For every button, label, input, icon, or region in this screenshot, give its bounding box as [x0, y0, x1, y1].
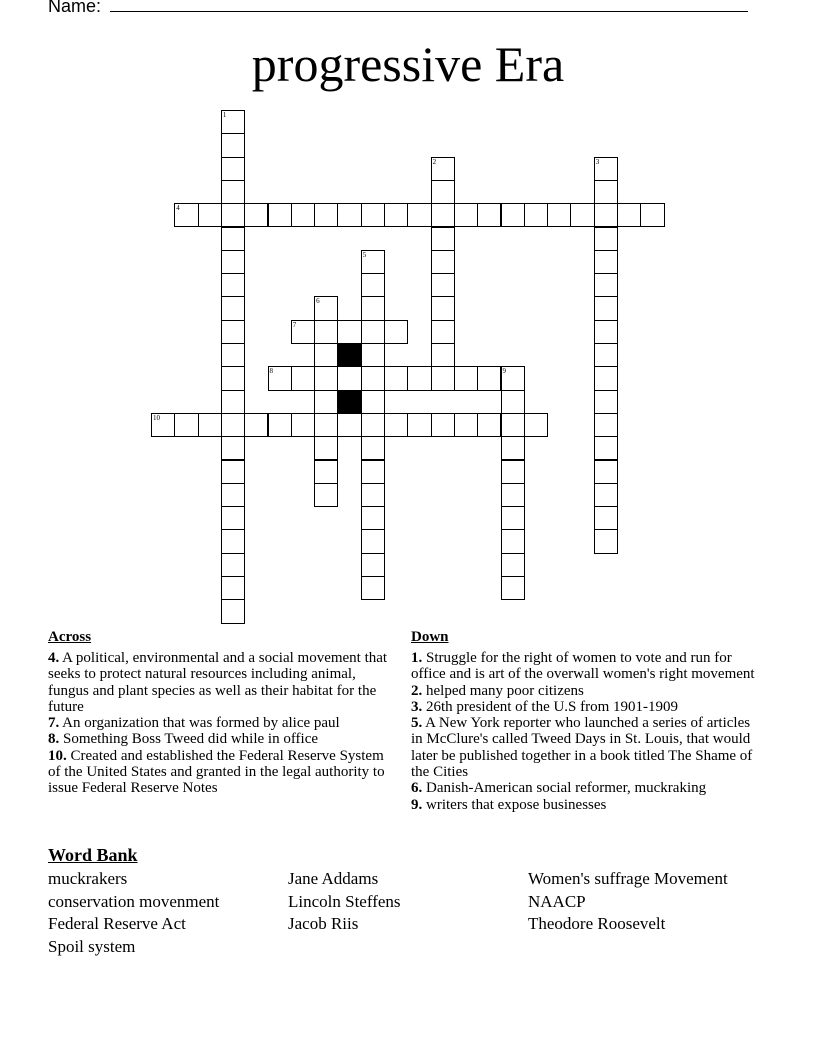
crossword-cell[interactable] — [454, 366, 478, 390]
clue-number: 9 — [502, 367, 506, 376]
word-bank-entry: Theodore Roosevelt — [528, 914, 666, 934]
crossword-cell[interactable] — [361, 296, 385, 320]
crossword-cell[interactable] — [617, 203, 641, 227]
clue-number: 3 — [595, 157, 600, 166]
clue-text: Struggle for the right of women to vote and run for office and is art of the overwall women's right movement — [411, 650, 755, 683]
crossword-cell[interactable] — [244, 203, 268, 227]
crossword-cell[interactable] — [594, 203, 618, 227]
crossword-cell[interactable] — [594, 157, 618, 181]
crossword-cell[interactable] — [431, 320, 455, 344]
crossword-cell[interactable] — [221, 366, 245, 390]
crossword-cell[interactable] — [594, 273, 618, 297]
crossword-cell[interactable] — [594, 366, 618, 390]
word-bank-column — [48, 868, 219, 958]
crossword-cell[interactable] — [291, 413, 315, 437]
crossword-cell[interactable] — [477, 366, 501, 390]
black-square — [337, 343, 361, 367]
clue-number-label: 10. — [48, 747, 67, 764]
clue-number-label: 8. — [48, 731, 60, 748]
crossword-cell[interactable] — [361, 413, 385, 437]
clue-item — [411, 780, 761, 796]
crossword-cell[interactable] — [431, 203, 455, 227]
crossword-cell[interactable] — [524, 203, 548, 227]
crossword-cell[interactable] — [314, 483, 338, 507]
crossword-cell[interactable] — [221, 320, 245, 344]
crossword-cell[interactable] — [174, 203, 198, 227]
crossword-cell[interactable] — [361, 576, 385, 600]
clue-number-label: 5. — [411, 715, 423, 732]
crossword-cell[interactable] — [594, 343, 618, 367]
clue-number-label: 6. — [411, 780, 423, 797]
crossword-cell[interactable] — [221, 343, 245, 367]
crossword-cell[interactable] — [221, 529, 245, 553]
clue-number: 8 — [269, 367, 273, 376]
crossword-cell[interactable] — [151, 413, 175, 437]
crossword-cell[interactable] — [221, 390, 245, 414]
crossword-cell[interactable] — [594, 506, 618, 530]
crossword-cell[interactable] — [221, 576, 245, 600]
clue-item — [48, 715, 390, 731]
crossword-cell[interactable] — [337, 413, 361, 437]
crossword-cell[interactable] — [268, 366, 292, 390]
crossword-cell[interactable] — [221, 157, 245, 181]
word-bank-column — [528, 868, 728, 936]
clue-text: Something Boss Tweed did while in office — [59, 731, 319, 748]
crossword-cell[interactable] — [501, 529, 525, 553]
crossword-cell[interactable] — [314, 390, 338, 414]
across-heading: Across — [48, 629, 92, 645]
crossword-cell[interactable] — [384, 366, 408, 390]
crossword-cell[interactable] — [244, 413, 268, 437]
crossword-cell[interactable] — [477, 413, 501, 437]
crossword-cell[interactable] — [501, 576, 525, 600]
word-bank-column — [288, 868, 401, 936]
clue-number: 1 — [222, 111, 227, 119]
crossword-cell[interactable] — [221, 460, 245, 484]
word-bank-entry: Jacob Riis — [288, 914, 359, 934]
down-clue-list — [411, 650, 761, 813]
crossword-cell[interactable] — [361, 553, 385, 577]
crossword-cell[interactable] — [431, 157, 455, 181]
clue-text: Danish-American social reformer, muckraking — [422, 780, 707, 797]
crossword-cell[interactable] — [268, 413, 292, 437]
crossword-cell[interactable] — [431, 273, 455, 297]
crossword-cell[interactable] — [477, 203, 501, 227]
crossword-cell[interactable] — [221, 296, 245, 320]
crossword-cell[interactable] — [221, 413, 245, 437]
clue-text: An organization that was formed by alice paul — [59, 715, 340, 732]
crossword-cell[interactable] — [221, 110, 245, 134]
clue-number: 7 — [292, 320, 297, 329]
clue-number-label: 3. — [411, 698, 423, 715]
crossword-cell[interactable] — [431, 343, 455, 367]
crossword-cell[interactable] — [314, 413, 338, 437]
crossword-cell[interactable] — [594, 436, 618, 460]
crossword-cell[interactable] — [291, 320, 315, 344]
crossword-cell[interactable] — [501, 366, 525, 390]
crossword-cell[interactable] — [221, 599, 245, 623]
clue-number-label: 9. — [411, 796, 423, 813]
crossword-cell[interactable] — [361, 529, 385, 553]
clue-item — [411, 683, 761, 699]
word-bank-entry: Women's suffrage Movement — [528, 869, 728, 888]
crossword-cell[interactable] — [221, 133, 245, 157]
crossword-cell[interactable] — [337, 320, 361, 344]
crossword-cell[interactable] — [291, 203, 315, 227]
crossword-cell[interactable] — [221, 180, 245, 204]
word-bank-entry: Federal Reserve Act — [48, 914, 186, 934]
clue-text: A New York reporter who launched a series of articles in McClure's called Tweed Days in St. Louis, that would later be published together in a book titled The Shame of the Cities — [411, 715, 753, 781]
crossword-cell[interactable] — [501, 436, 525, 460]
clue-number: 4 — [176, 204, 180, 213]
crossword-cell[interactable] — [501, 483, 525, 507]
crossword-cell[interactable] — [221, 483, 245, 507]
crossword-cell[interactable] — [570, 203, 594, 227]
clue-number-label: 2. — [411, 682, 423, 699]
crossword-cell[interactable] — [361, 483, 385, 507]
crossword-cell[interactable] — [361, 320, 385, 344]
crossword-cell[interactable] — [314, 460, 338, 484]
crossword-cell[interactable] — [314, 436, 338, 460]
crossword-cell[interactable] — [594, 413, 618, 437]
clue-number-label: 7. — [48, 715, 60, 732]
word-bank-entry: Lincoln Steffens — [288, 891, 401, 911]
crossword-cell[interactable] — [337, 203, 361, 227]
crossword-cell[interactable] — [454, 203, 478, 227]
crossword-cell[interactable] — [337, 366, 361, 390]
crossword-cell[interactable] — [314, 203, 338, 227]
crossword-cell[interactable] — [407, 203, 431, 227]
crossword-cell[interactable] — [547, 203, 571, 227]
clue-number-label: 4. — [48, 650, 60, 666]
crossword-cell[interactable] — [431, 296, 455, 320]
crossword-cell[interactable] — [221, 506, 245, 530]
word-bank-entry: Jane Addams — [288, 869, 379, 888]
crossword-cell[interactable] — [501, 506, 525, 530]
crossword-cell[interactable] — [198, 203, 222, 227]
crossword-cell[interactable] — [314, 366, 338, 390]
crossword-cell[interactable] — [594, 296, 618, 320]
crossword-cell[interactable] — [361, 250, 385, 274]
clue-item — [411, 699, 761, 715]
clue-number: 10 — [153, 413, 160, 422]
crossword-cell[interactable] — [431, 180, 455, 204]
crossword-cell[interactable] — [361, 436, 385, 460]
crossword-cell[interactable] — [314, 296, 338, 320]
crossword-cell[interactable] — [431, 413, 455, 437]
down-heading: Down — [411, 629, 449, 645]
crossword-cell[interactable] — [361, 366, 385, 390]
name-label: Name: — [48, 0, 107, 16]
black-square — [337, 390, 361, 414]
page-title: progressive Era — [251, 36, 565, 92]
crossword-cell[interactable] — [594, 529, 618, 553]
crossword-cell[interactable] — [501, 553, 525, 577]
crossword-cell[interactable] — [431, 250, 455, 274]
clue-item — [48, 731, 390, 747]
clue-text: Created and established the Federal Reserve System of the United States and granted in the legal authority to issue Federal Reserve Notes — [48, 747, 385, 797]
word-bank-entry: Spoil system — [48, 936, 136, 956]
crossword-cell[interactable] — [221, 273, 245, 297]
word-bank-title: Word Bank — [48, 845, 138, 865]
crossword-cell[interactable] — [594, 483, 618, 507]
word-bank-entry: conservation movenment — [48, 891, 220, 911]
crossword-cell[interactable] — [431, 227, 455, 251]
crossword-cell[interactable] — [198, 413, 222, 437]
crossword-cell[interactable] — [594, 250, 618, 274]
crossword-cell[interactable] — [501, 413, 525, 437]
crossword-cell[interactable] — [221, 436, 245, 460]
word-bank-entry: muckrakers — [48, 869, 128, 888]
clue-number: 2 — [432, 157, 437, 166]
clue-item — [411, 715, 761, 780]
crossword-cell[interactable] — [454, 413, 478, 437]
clue-number-label: 1. — [411, 650, 423, 666]
across-clue-list — [48, 650, 390, 797]
crossword-cell[interactable] — [361, 203, 385, 227]
crossword-cell[interactable] — [501, 390, 525, 414]
crossword-cell[interactable] — [431, 366, 455, 390]
crossword-cell[interactable] — [407, 366, 431, 390]
crossword-cell[interactable] — [221, 250, 245, 274]
crossword-cell[interactable] — [594, 180, 618, 204]
clue-number: 6 — [316, 297, 320, 306]
crossword-cell[interactable] — [501, 460, 525, 484]
crossword-cell[interactable] — [594, 227, 618, 251]
crossword-cell[interactable] — [407, 413, 431, 437]
crossword-cell[interactable] — [361, 506, 385, 530]
crossword-cell[interactable] — [221, 227, 245, 251]
crossword-cell[interactable] — [594, 460, 618, 484]
crossword-cell[interactable] — [594, 320, 618, 344]
clue-text: writers that expose businesses — [422, 796, 607, 813]
crossword-cell[interactable] — [361, 273, 385, 297]
clue-item — [411, 650, 761, 683]
crossword-cell[interactable] — [524, 413, 548, 437]
crossword-cell[interactable] — [268, 203, 292, 227]
crossword-cell[interactable] — [221, 203, 245, 227]
crossword-cell[interactable] — [594, 390, 618, 414]
crossword-cell[interactable] — [640, 203, 664, 227]
clue-item — [48, 650, 390, 715]
crossword-cell[interactable] — [291, 366, 315, 390]
crossword-cell[interactable] — [314, 343, 338, 367]
clue-item — [48, 748, 390, 797]
crossword-cell[interactable] — [501, 203, 525, 227]
crossword-cell[interactable] — [361, 390, 385, 414]
crossword-cell[interactable] — [361, 343, 385, 367]
crossword-cell[interactable] — [384, 413, 408, 437]
clue-text: helped many poor citizens — [422, 682, 584, 699]
crossword-cell[interactable] — [314, 320, 338, 344]
crossword-cell[interactable] — [384, 203, 408, 227]
word-bank-entry: NAACP — [528, 891, 586, 911]
crossword-cell[interactable] — [384, 320, 408, 344]
clue-item — [411, 797, 761, 813]
clue-text: A political, environmental and a social movement that seeks to protect natural resources including animal, fungus and plant species as well as their habitat for the future — [48, 650, 388, 715]
crossword-cell[interactable] — [174, 413, 198, 437]
crossword-cell[interactable] — [361, 460, 385, 484]
crossword-cell[interactable] — [221, 553, 245, 577]
clue-number: 5 — [362, 250, 367, 259]
clue-text: 26th president of the U.S from 1901-1909 — [422, 698, 679, 715]
